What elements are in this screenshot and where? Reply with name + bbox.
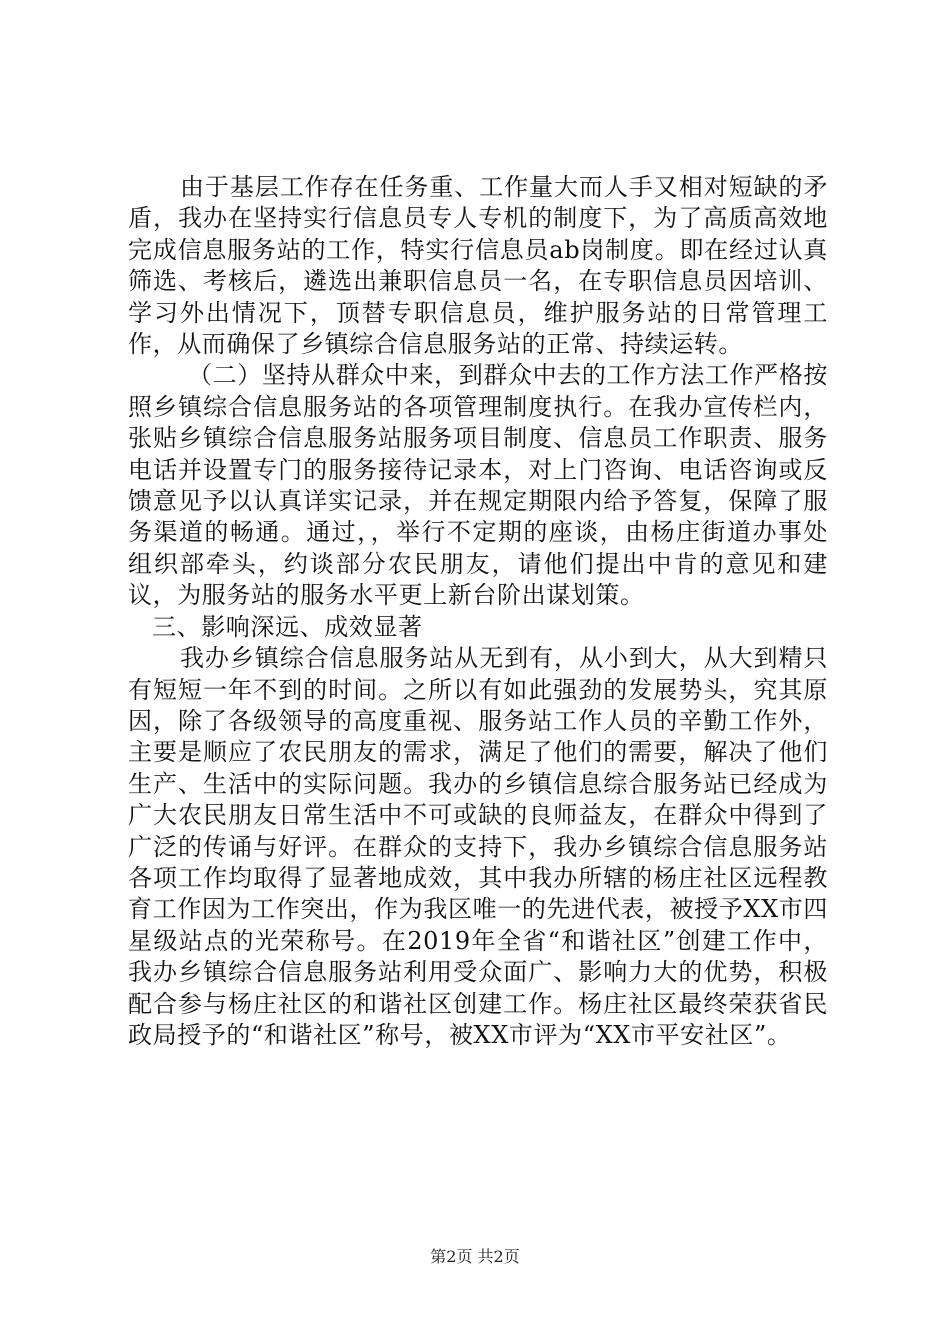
page-number-footer: 第2页 共2页 — [430, 1247, 520, 1266]
paragraph-achievements: 我办乡镇综合信息服务站从无到有，从小到大，从大到精只有短短一年不到的时间。之所以有如此强劲的发展势头，究其原因，除了各级领导的高度重视、服务站工作人员的辛勤工作外，主要是顺应了农民朋友的需求，满足了他们的需要，解决了他们生产、生活中的实际问题。我办的乡镇信息综合服务站已经成为广大农民朋友日常生活中不可或缺的良师益友，在群众中得到了广泛的传诵与好评。在群众的支持下，我办乡镇综合信息服务站各项工作均取得了显著地成效，其中我办所辖的杨庄社区远程教育工作因为工作突出，作为我区唯一的先进代表，被授予XX市四星级站点的光荣称号。在2019年全省“和谐社区”创建工作中，我办乡镇综合信息服务站利用受众面广、影响力大的优势，积极配合参与杨庄社区的和谐社区创建工作。杨庄社区最终荣获省民政局授予的“和谐社区”称号，被XX市评为“XX市平安社区”。 — [128, 644, 828, 1049]
document-body — [128, 172, 828, 1051]
paragraph-ab-post-system: 由于基层工作存在任务重、工作量大而人手又相对短缺的矛盾，我办在坚持实行信息员专人专机的制度下，为了高质高效地完成信息服务站的工作，特实行信息员ab岗制度。即在经过认真筛选、考核后，遴选出兼职信息员一名，在专职信息员因培训、学习外出情况下，顶替专职信息员，维护服务站的日常管理工作，从而确保了乡镇综合信息服务站的正常、持续运转。 — [128, 173, 828, 359]
paragraph-mass-line-method: （二）坚持从群众中来，到群众中去的工作方法工作严格按照乡镇综合信息服务站的各项管理制度执行。在我办宣传栏内，张贴乡镇综合信息服务站服务项目制度、信息员工作职责、服务电话并设置专门的服务接待记录本，对上门咨询、电话咨询或反馈意见予以认真详实记录，并在规定期限内给予答复，保障了服务渠道的畅通。通过，，举行不定期的座谈，由杨庄街道办事处组织部牵头，约谈部分农民朋友，请他们提出中肯的意见和建议，为服务站的服务水平更上新台阶出谋划策。 — [128, 361, 828, 610]
section-heading-impact: 三、影响深远、成效显著 — [152, 612, 423, 641]
